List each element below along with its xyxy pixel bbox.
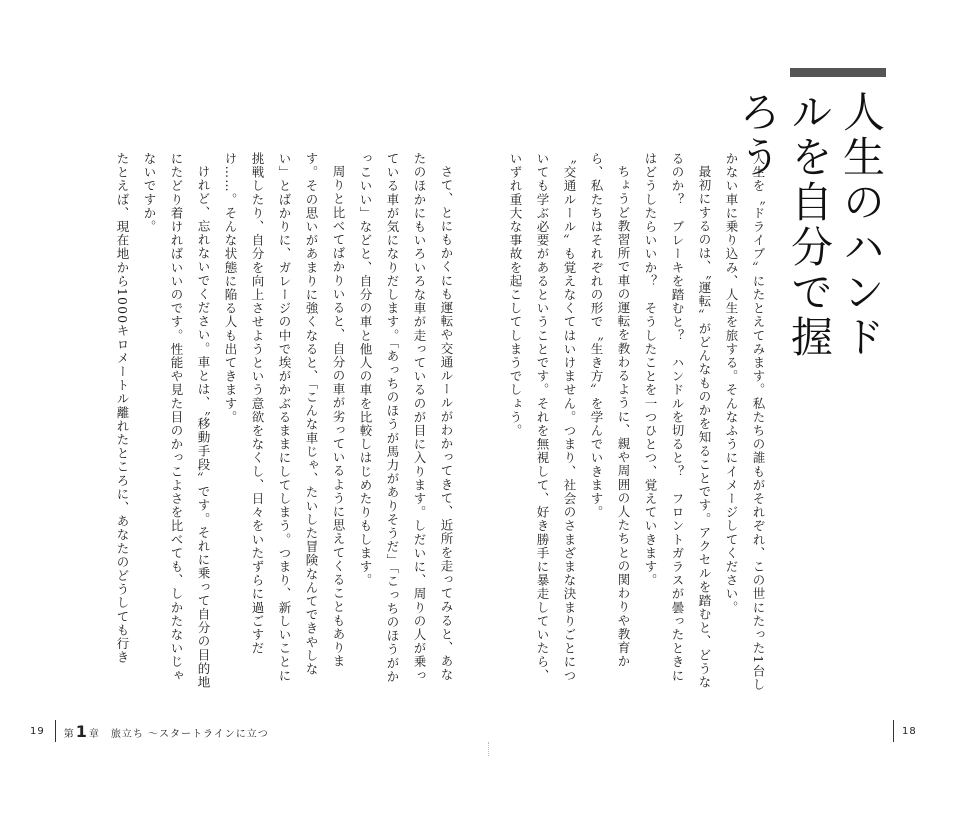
title-accent-bar	[790, 68, 886, 77]
paragraph: けれど、忘れないでください。車とは、〝移動手段〟です。それに乗って自分の目的地にたどり着ければいいのです。性能や見た目のかっこよさを比べても、しかたないじゃないですか。	[142, 152, 211, 689]
left-page-body	[90, 152, 460, 692]
chapter-title: 人生のハンドルを自分で握ろう	[733, 90, 886, 360]
running-header	[64, 722, 269, 741]
paragraph: ちょうど教習所で車の運転を教わるように、親や周囲の人たちとの関わりや教育から、私たちはそれぞれの形で〝生き方〟を学んでいきます。	[589, 152, 631, 668]
right-page-footer	[893, 720, 917, 742]
gutter-mark	[488, 742, 491, 756]
right-page-body	[510, 152, 772, 692]
footer-divider	[55, 720, 56, 742]
paragraph: さて、とにもかくにも運転や交通ルールがわかってきて、近所を走ってみると、あなたのほかにもいろいろな車が走っているのが目に入ります。しだいに、周りの人が乗っている車が気になりだします。「あっちのほうが馬力がありそうだ」「こっちのほうがかっこいい」などと、自分の車と他人の車を比較しはじめたりもします。	[358, 152, 454, 684]
paragraph: 最初にするのは、〝運転〟がどんなものかを知ることです。アクセルを踏むと、どうなるのか？ ブレーキを踏むと？ ハンドルを切ると？ フロントガラスが曇ったときにはどうしたらいいか？ そうしたことを一つひとつ、覚えていきます。	[643, 152, 712, 689]
chapter-number: 1	[75, 721, 88, 741]
chapter-prefix: 第	[63, 728, 75, 740]
chapter-label: 章 旅立ち 〜スタートラインに立つ	[88, 728, 269, 740]
paragraph: 人生を〝ドライブ〟にたとえてみます。私たちの誰もがそれぞれ、この世にたった1台しかない車に乗り込み、人生を旅する。そんなふうにイメージしてください。	[724, 152, 766, 692]
paragraph: たとえば、現在地から1000キロメートル離れたところに、あなたのどうしても行き	[115, 152, 130, 665]
page-number: 19	[30, 725, 45, 737]
paragraph: 〝交通ルール〟も覚えなくてはいけません。つまり、社会のさまざまな決まりごとについても学ぶ必要があるということです。それを無視して、好き勝手に暴走していたら、いずれ重大な事故を起こしてしまうでしょう。	[508, 152, 577, 683]
footer-divider	[893, 720, 894, 742]
left-page-footer	[30, 720, 269, 742]
page-number: 18	[902, 725, 917, 737]
paragraph: 周りと比べてばかりいると、自分の車が劣っているように思えてくることもあります。その思いがあまりに強くなると、「こんな車じゃ、たいした冒険なんてできやしない」とばかりに、ガレージの中で埃がかぶるままにしてしまう。つまり、新しいことに挑戦したり、自分を向上させようという意欲をなくし、日々をいたずらに過ごすだけ……。そんな状態に陥る人も出てきます。	[223, 152, 346, 683]
